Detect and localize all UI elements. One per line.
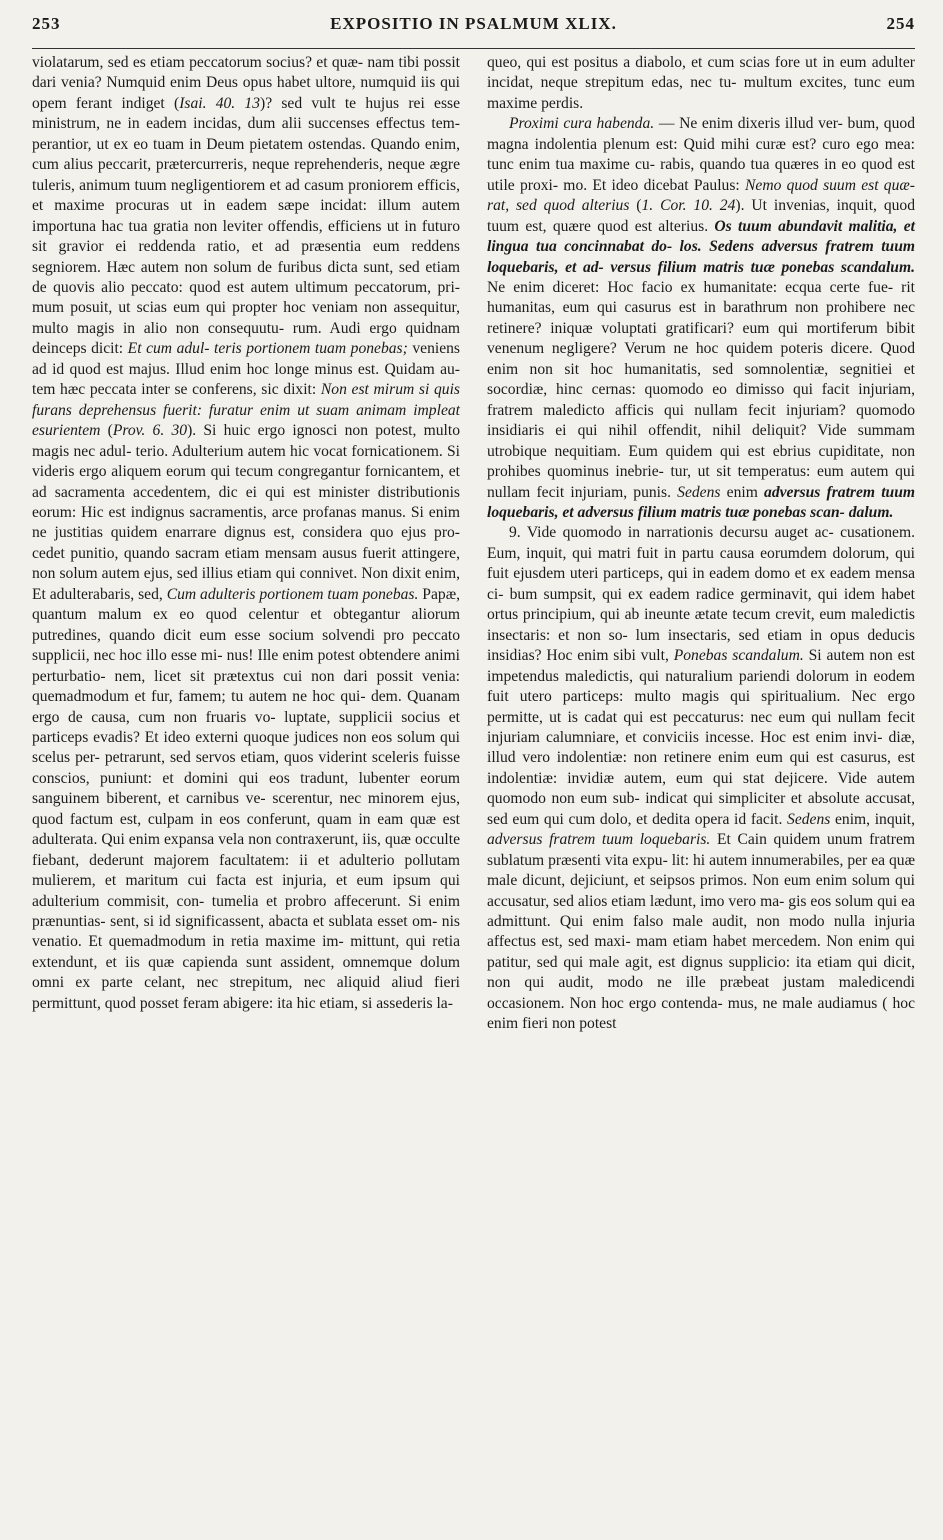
psalm-verse: Sedens: [787, 810, 831, 828]
psalm-verse: adversus fratrem tuum loquebaris, et adversus filium matris tuæ ponebas scan- dalum.: [487, 483, 916, 521]
page-number-left: 253: [32, 14, 61, 33]
citation: 1. Cor. 10. 24: [641, 197, 736, 215]
psalm-verse: Os tuum abundavit malitia, et lingua tua concinnabat do- los. Sedens adversus fratrem tuum loquebaris, et ad- versus filium matris tuæ ponebas scandalum.: [487, 217, 915, 276]
left-column: [32, 53, 460, 1035]
text-run: (: [629, 197, 642, 215]
text-run: )? sed vult te hujus rei esse ministrum, ne in eadem incidas, dum alii succenses effectus tem- perantior, ut ex eo tuam in Deum pietatem ostendas. Quando enim, cum alius peccarit, prætercurreris, neque reprehenderis, neque ægre tuleris, animum tuum negligentiorem et ad casum proniorem efficis, et maxime procuras ut in eadem sæpe incidat: illum autem importuna hac tua gratia non leviter offendis, efficiens ut in futuro sit gravior ei reddenda ratio, et ad præsentia eum reddens segniorem. Hæc autem non solum de furibus dicta sunt, sed etiam de quovis alio peccato: quod est autem ultimum peccatorum, pri- mum posuit, ut scias eum qui propter hoc veniam non assequitur, multo magis in alio non consequutu- rum. Audi ergo quidnam deinceps dicit:: [32, 94, 460, 358]
text-run: violatarum, sed es etiam peccatorum socius? et quæ- nam tibi possit dari venia? Numquid enim Deus opus habet ultore, numquid iis qui opem ferant indiget (: [32, 54, 460, 112]
psalm-verse: Ponebas scandalum.: [673, 647, 804, 665]
page-number-right: 254: [886, 14, 915, 33]
text-run: — Ne enim dixeris illud ver- bum, quod magna indolentia plenum est: Quid mihi curæ est? curo ego mea: tunc enim tua maxime cu- rabis, quando tua quæres in eo quod est utile proxi- mo. Et ideo dicebat Paulus:: [487, 115, 915, 194]
text-run: Ne enim diceret: Hoc facio ex humanitate: ecqua certe fue- rit humanitas, eum qui casurus est in barathrum non prohibere nec retinere? iniquæ voluptati gratificari? eum qui mortiferum bibit venenum negligere? Verum ne hoc quidem poteris dicere. Quod enim non sit hoc humanitatis, sed somnolentiæ, segnitiei et socordiæ, hinc cernas: quomodo eo dimisso qui facit injuriam, fratrem maledicto afficis qui nullam fecit injuriam? quomodo insidiaris ei qui nihil offendit, nihil deliquit? Vide summam utrobique nequitiam. Eum quidem qui est ebrius cupiditate, non prohibes quominus inebrie- tur, ut sit temperatus: eum autem qui nullam fecit injuriam, punis.: [487, 278, 915, 501]
running-header: [32, 14, 915, 49]
scripture-quote: Cum adulteris portionem tuam ponebas.: [166, 585, 419, 603]
running-title: EXPOSITIO IN PSALMUM XLIX.: [330, 14, 617, 33]
text-run: Et Cain quidem unum fratrem sublatum præsenti vita expu- lit: hi autem innumerabiles, per ea quæ male dicunt, dejiciunt, et seipsos primos. Non eum enim solum qui accusatur, sed alios etiam lædunt, imo vero ma- gis eos solum qui ea admittunt. Qui enim falso male audit, non modo nulla injuria affectus est, sed maxi- mam etiam habet mercedem. Non enim qui patitur, sed qui male agit, est dignus supplicio: ita etiam qui dicit, non qui audit, modo ne ille præbeat justam maledicendi occasionem. Non hoc ergo contenda- mus, ne male audiamus ( hoc enim fieri non potest: [487, 831, 915, 1033]
section-heading: Proximi cura habenda.: [509, 115, 655, 133]
scripture-quote: Et cum adul- teris portionem tuam ponebas;: [127, 340, 408, 358]
text-run: enim: [720, 483, 765, 501]
text-run: veniens ad id quod est majus. Illud enim hoc longe minus est. Quidam au- tem hæc peccata inter se conferens, sic dixit:: [32, 340, 460, 399]
text-run: (: [100, 422, 113, 440]
right-paragraph-3: [487, 523, 915, 1034]
text-run: Papæ, quantum malum ex eo quod celentur et obtegantur aliorum putredines, quando dicit eum esse socium solvendi pro peccato supplicii, nec hoc illo esse mi- nus! Ille enim potest obtendere animi perturbatio- nem, licet sit prætextus cui non dari possit venia: quemadmodum et fur, famem; tu autem ne hoc qui- dem. Quanam ergo de causa, cum non fruaris vo- luptate, supplicii socius et particeps evadis? Et ideo externi quoque judices non eos solum qui scelus per- petrarunt, sed servos etiam, quos viderint sceleris fuisse conscios, puniunt: et domini qui eos tradunt, lubenter eorum sanguinem biberent, et carnibus ve- scerentur, nec minorem ejus, quod factum est, culpam in eos conferunt, quam in eam quæ est adulterata. Qui enim expansa vela non contraxerunt, iis, quæ occulte fiebant, dederunt majorem facultatem: ii et adulterio pollutam mulierem, et maritum cui facta est injuria, et eum ipsum qui adulterium commisit, con- tumelia et probro affecerunt. Si enim prænuntias- sent, si id significassent, abacta et sublata esset om- nis venatio. Et quemadmodum in retia maxime im- mittunt, qui retia extendunt, et iis quæ capienda sunt assident, omnemque dolum omni ex parte celant, nec strepitum, nec aliquid aliud fieri permittunt, quod posset feram abigere: ita hic etiam, si assederis la-: [32, 585, 460, 1012]
text-run: Si autem non est impetendus maledictis, qui naturalium pariendi dolorum in eodem fuit utero particeps: multo magis qui spiritualium. Nec ergo permitte, ut is cadat qui est peccaturus: nec eum qui nullam fecit injuriam calumniare, et conviciis incesse. Hoc est enim invi- diæ, illud vero indolentiæ: non retinere enim eum qui est casurus, est indolentiæ: invidiæ autem, eum qui stat dejicere. Vide autem quomodo non eum sub- indicat qui simpliciter et absolute accusat, sed eum qui cum dolo, et dedita opera id facit.: [487, 647, 915, 828]
psalm-verse: adversus fratrem tuum loquebaris.: [487, 831, 711, 849]
left-paragraph-1: [32, 53, 460, 1014]
citation: Prov. 6. 30: [112, 422, 188, 440]
right-paragraph-2: [487, 114, 915, 523]
right-column: [487, 53, 915, 1035]
scripture-quote: Nemo quod suum est quæ- rat, sed quod alterius: [487, 176, 915, 215]
scripture-quote: Non est mirum si quis furans deprehensus fuerit: furatur enim ut suam animam impleat esurientem: [32, 381, 460, 440]
text-run: ). Ut invenias, inquit, quod tuum est, quære quod est alterius.: [487, 197, 916, 235]
psalm-verse: Sedens: [677, 483, 721, 501]
right-paragraph-1: queo, qui est positus a diabolo, et cum scias fore ut in eum adulter incidat, neque strepitum edas, nec tu- multum excites, tunc eum maxime perdis.: [487, 54, 915, 112]
citation: Isai. 40. 13: [179, 94, 261, 112]
text-columns: [32, 53, 915, 1035]
text-run: 9. Vide quomodo in narrationis decursu auget ac- cusationem. Eum, inquit, qui matri fuit in partu causa eorumdem dolorum, qui fuit ejusdem uteri particeps, qui in eadem domo et ex eadem mensa ci- bum sumpsit, qui ex eadem radice germinavit, qui idem habet ortus principium, qui ab ineunte ætate tecum crevit, eum maledictis insectaris: et non so- lum insectaris, sed etiam in opus deducis insidias? Hoc enim sibi vult,: [487, 524, 915, 665]
text-run: enim, inquit,: [830, 810, 915, 828]
text-run: ). Si huic ergo ignosci non potest, multo magis nec adul- terio. Adulterium autem hic vocat fornicationem. Si videris ergo aliquem eorum qui tecum congregantur fornicantem, et ad sacramenta accedentem, dic ei qui est minister distributionis eorum: Hic est indignus sacramentis, arce profanas manus. Si enim ne justitias quidem enarrare dignus est, considera quo ejus pro- cedet punitio, quando sacram etiam mensam ausus fuerit attingere, non solum autem ejus, sed illius etiam qui connivet. Non dixit enim, Et adulterabaris, sed,: [32, 422, 460, 603]
